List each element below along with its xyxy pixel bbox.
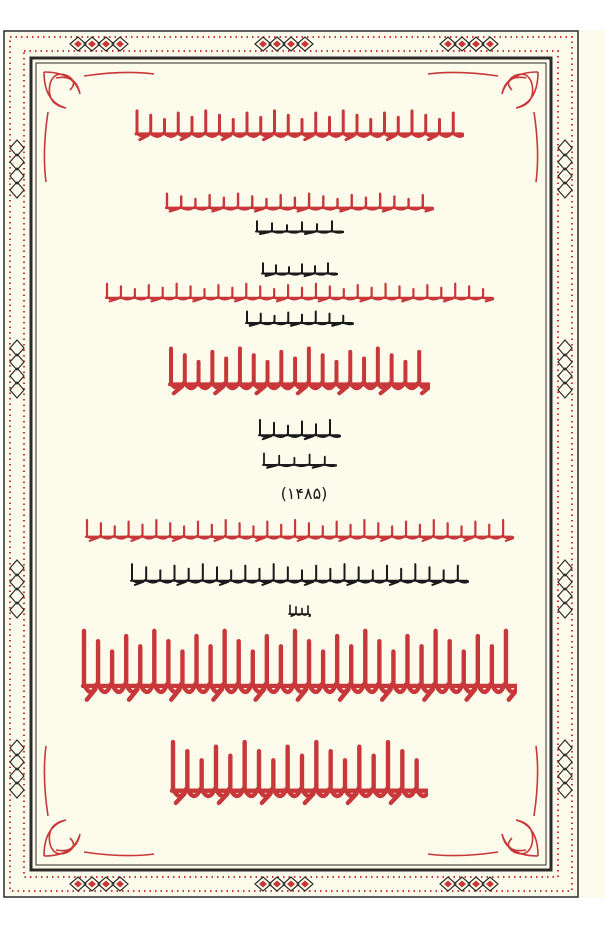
big-title-2 [48, 736, 550, 812]
line-9 [48, 562, 550, 588]
line-8 [48, 518, 550, 544]
main-title [48, 344, 550, 400]
line-8-calligraphy [84, 518, 514, 544]
line-10-calligraphy [287, 604, 311, 618]
line-5-calligraphy [244, 310, 354, 328]
line-1-calligraphy [164, 192, 434, 214]
line-2-calligraphy [254, 220, 344, 236]
main-title-calligraphy [168, 344, 430, 400]
big-title-2-calligraphy [170, 736, 428, 812]
line-4 [48, 282, 550, 304]
line-1 [48, 192, 550, 214]
banner-top-heading-calligraphy [134, 108, 464, 144]
line-7 [48, 452, 550, 470]
line-3-calligraphy [260, 262, 338, 278]
line-7-calligraphy [261, 452, 337, 470]
big-title-1 [48, 624, 550, 710]
line-6 [48, 418, 550, 442]
line-5 [48, 310, 550, 328]
line-6-calligraphy [257, 418, 341, 442]
line-4-calligraphy [104, 282, 494, 304]
line-9-calligraphy [129, 562, 469, 588]
big-title-1-calligraphy [81, 624, 517, 710]
line-3 [48, 262, 550, 278]
year-label: (۱۴۸۵) [280, 484, 328, 503]
line-2 [48, 220, 550, 236]
banner-top-heading [48, 108, 550, 144]
line-10 [48, 604, 550, 618]
